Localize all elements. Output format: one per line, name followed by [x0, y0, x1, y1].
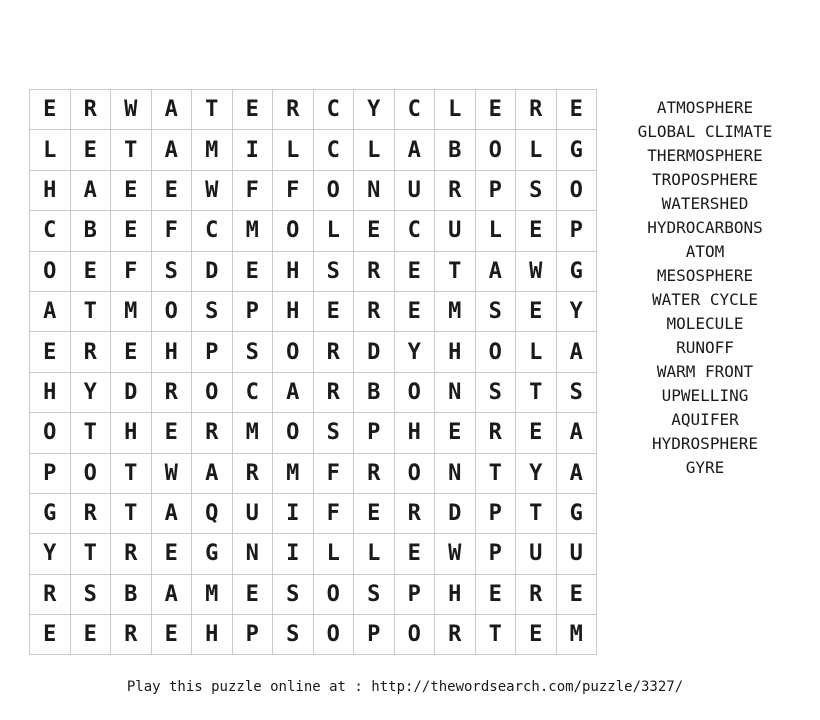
grid-cell[interactable]: A	[475, 251, 516, 291]
grid-cell[interactable]: P	[475, 493, 516, 533]
grid-cell[interactable]: F	[151, 211, 192, 251]
grid-cell[interactable]: M	[192, 574, 233, 614]
grid-cell[interactable]: O	[30, 251, 71, 291]
grid-cell[interactable]: Y	[354, 90, 395, 130]
grid-cell[interactable]: H	[30, 372, 71, 412]
grid-cell[interactable]: E	[394, 251, 435, 291]
grid-cell[interactable]: A	[151, 493, 192, 533]
grid-row	[30, 90, 597, 130]
grid-cell[interactable]: A	[273, 372, 314, 412]
grid-cell[interactable]: S	[556, 372, 597, 412]
word-list-item: HYDROSPHERE	[652, 434, 758, 453]
grid-cell[interactable]: M	[435, 291, 476, 331]
grid-cell[interactable]: E	[516, 291, 557, 331]
grid-row	[30, 251, 597, 291]
grid-cell[interactable]: U	[435, 211, 476, 251]
grid-cell[interactable]: P	[232, 615, 273, 655]
word-list-item: THERMOSPHERE	[647, 146, 763, 165]
grid-cell[interactable]: U	[516, 534, 557, 574]
grid-cell[interactable]: H	[151, 332, 192, 372]
grid-cell[interactable]: E	[354, 493, 395, 533]
grid-cell[interactable]: A	[151, 90, 192, 130]
grid-cell[interactable]: S	[273, 615, 314, 655]
grid-cell[interactable]: E	[151, 170, 192, 210]
grid-cell[interactable]: L	[273, 130, 314, 170]
grid-cell[interactable]: O	[394, 372, 435, 412]
grid-cell[interactable]: R	[394, 493, 435, 533]
grid-cell[interactable]: G	[556, 130, 597, 170]
grid-cell[interactable]: R	[111, 615, 152, 655]
grid-cell[interactable]: A	[556, 413, 597, 453]
grid-cell[interactable]: D	[192, 251, 233, 291]
grid-cell[interactable]: N	[435, 453, 476, 493]
grid-cell[interactable]: E	[394, 534, 435, 574]
word-list-item: ATMOSPHERE	[656, 98, 754, 117]
grid-cell[interactable]: O	[556, 170, 597, 210]
grid-cell[interactable]: B	[111, 574, 152, 614]
grid-cell[interactable]: R	[111, 534, 152, 574]
grid-row	[30, 170, 597, 210]
grid-cell[interactable]: R	[151, 372, 192, 412]
grid-cell[interactable]: A	[192, 453, 233, 493]
grid-cell[interactable]: E	[151, 413, 192, 453]
grid-cell[interactable]: E	[313, 291, 354, 331]
grid-cell[interactable]: R	[354, 453, 395, 493]
grid-cell[interactable]: T	[111, 130, 152, 170]
grid-cell[interactable]: O	[475, 130, 516, 170]
grid-cell[interactable]: R	[273, 90, 314, 130]
grid-cell[interactable]: C	[30, 211, 71, 251]
grid-cell[interactable]: R	[70, 90, 111, 130]
grid-row	[30, 332, 597, 372]
grid-cell[interactable]: O	[313, 170, 354, 210]
grid-cell[interactable]: C	[232, 372, 273, 412]
grid-cell[interactable]: O	[313, 615, 354, 655]
grid-cell[interactable]: R	[516, 90, 557, 130]
grid-cell[interactable]: L	[435, 90, 476, 130]
grid-cell[interactable]: O	[30, 413, 71, 453]
grid-row	[30, 615, 597, 655]
grid-row	[30, 534, 597, 574]
grid-cell[interactable]: I	[273, 534, 314, 574]
word-list-item: AQUIFER	[671, 410, 739, 429]
grid-cell[interactable]: E	[232, 574, 273, 614]
grid-cell[interactable]: L	[354, 534, 395, 574]
grid-cell[interactable]: A	[151, 574, 192, 614]
grid-cell[interactable]: A	[70, 170, 111, 210]
grid-cell[interactable]: C	[394, 90, 435, 130]
grid-cell[interactable]: E	[111, 211, 152, 251]
grid-cell[interactable]: U	[394, 170, 435, 210]
word-list-item: WARM FRONT	[656, 362, 754, 381]
grid-cell[interactable]: S	[475, 291, 516, 331]
grid-cell[interactable]: R	[232, 453, 273, 493]
grid-cell[interactable]: A	[394, 130, 435, 170]
grid-cell[interactable]: Y	[394, 332, 435, 372]
grid-cell[interactable]: T	[516, 372, 557, 412]
grid-cell[interactable]: S	[232, 332, 273, 372]
grid-cell[interactable]: M	[111, 291, 152, 331]
grid-row	[30, 372, 597, 412]
grid-cell[interactable]: C	[313, 130, 354, 170]
grid-cell[interactable]: S	[192, 291, 233, 331]
grid-cell[interactable]: B	[70, 211, 111, 251]
grid-cell[interactable]: E	[516, 211, 557, 251]
grid-row	[30, 453, 597, 493]
grid-cell[interactable]: E	[232, 90, 273, 130]
grid-cell[interactable]: T	[192, 90, 233, 130]
grid-cell[interactable]: B	[435, 130, 476, 170]
grid-cell[interactable]: G	[30, 493, 71, 533]
grid-cell[interactable]: T	[111, 493, 152, 533]
grid-cell[interactable]: N	[354, 170, 395, 210]
grid-cell[interactable]: S	[313, 413, 354, 453]
grid-cell[interactable]: N	[232, 534, 273, 574]
grid-cell[interactable]: S	[516, 170, 557, 210]
grid-cell[interactable]: E	[70, 130, 111, 170]
grid-cell[interactable]: R	[30, 574, 71, 614]
grid-cell[interactable]: F	[111, 251, 152, 291]
grid-cell[interactable]: O	[273, 332, 314, 372]
grid-cell[interactable]: L	[354, 130, 395, 170]
grid-cell[interactable]: T	[70, 534, 111, 574]
grid-cell[interactable]: T	[70, 291, 111, 331]
grid-cell[interactable]: E	[70, 615, 111, 655]
grid-cell[interactable]: Y	[516, 453, 557, 493]
grid-cell[interactable]: E	[70, 251, 111, 291]
grid-cell[interactable]: A	[151, 130, 192, 170]
grid-cell[interactable]: B	[354, 372, 395, 412]
grid-cell[interactable]: R	[70, 332, 111, 372]
grid-row	[30, 493, 597, 533]
grid-cell[interactable]: R	[435, 615, 476, 655]
grid-cell[interactable]: M	[232, 413, 273, 453]
grid-cell[interactable]: T	[435, 251, 476, 291]
grid-cell[interactable]: P	[192, 332, 233, 372]
grid-cell[interactable]: P	[475, 534, 516, 574]
grid-cell[interactable]: S	[273, 574, 314, 614]
grid-cell[interactable]: W	[151, 453, 192, 493]
grid-cell[interactable]: A	[556, 332, 597, 372]
grid-cell[interactable]: O	[273, 413, 314, 453]
grid-cell[interactable]: L	[30, 130, 71, 170]
grid-cell[interactable]: E	[111, 170, 152, 210]
grid-cell[interactable]: Y	[556, 291, 597, 331]
grid-cell[interactable]: R	[475, 413, 516, 453]
grid-cell[interactable]: Y	[30, 534, 71, 574]
grid-cell[interactable]: H	[394, 413, 435, 453]
grid-cell[interactable]: O	[475, 332, 516, 372]
grid-cell[interactable]: S	[70, 574, 111, 614]
grid-cell[interactable]: E	[151, 534, 192, 574]
grid-cell[interactable]: A	[556, 453, 597, 493]
grid-cell[interactable]: H	[30, 170, 71, 210]
grid-cell[interactable]: R	[354, 251, 395, 291]
grid-cell[interactable]: T	[475, 615, 516, 655]
grid-cell[interactable]: Y	[70, 372, 111, 412]
grid-cell[interactable]: E	[516, 615, 557, 655]
grid-cell[interactable]: H	[111, 413, 152, 453]
grid-cell[interactable]: H	[273, 251, 314, 291]
grid-cell[interactable]: U	[232, 493, 273, 533]
word-list	[625, 97, 785, 481]
grid-cell[interactable]: E	[475, 90, 516, 130]
grid-cell[interactable]: R	[313, 372, 354, 412]
grid-cell[interactable]: O	[313, 574, 354, 614]
grid-cell[interactable]: P	[354, 615, 395, 655]
word-list-item: GLOBAL CLIMATE	[637, 122, 773, 141]
grid-cell[interactable]: E	[30, 90, 71, 130]
grid-cell[interactable]: G	[556, 251, 597, 291]
grid-body	[30, 90, 597, 655]
grid-cell[interactable]: D	[111, 372, 152, 412]
grid-cell[interactable]: L	[313, 534, 354, 574]
grid-cell[interactable]: L	[475, 211, 516, 251]
grid-cell[interactable]: P	[354, 413, 395, 453]
word-list-item: HYDROCARBONS	[647, 218, 763, 237]
grid-cell[interactable]: P	[232, 291, 273, 331]
grid-cell[interactable]: I	[232, 130, 273, 170]
grid-cell[interactable]: T	[475, 453, 516, 493]
grid-cell[interactable]: C	[192, 211, 233, 251]
grid-cell[interactable]: E	[111, 332, 152, 372]
grid-cell[interactable]: O	[273, 211, 314, 251]
grid-cell[interactable]: O	[394, 615, 435, 655]
grid-cell[interactable]: M	[192, 130, 233, 170]
grid-cell[interactable]: E	[30, 332, 71, 372]
grid-cell[interactable]: D	[435, 493, 476, 533]
grid-cell[interactable]: T	[70, 413, 111, 453]
grid-cell[interactable]: E	[516, 413, 557, 453]
grid-cell[interactable]: E	[30, 615, 71, 655]
grid-cell[interactable]: U	[556, 534, 597, 574]
grid-cell[interactable]: F	[313, 453, 354, 493]
grid-cell[interactable]: W	[435, 534, 476, 574]
grid-row	[30, 130, 597, 170]
grid-cell[interactable]: H	[273, 291, 314, 331]
grid-cell[interactable]: A	[30, 291, 71, 331]
grid-cell[interactable]: R	[435, 170, 476, 210]
grid-cell[interactable]: P	[475, 170, 516, 210]
puzzle-grid	[29, 89, 597, 655]
word-list-item: RUNOFF	[676, 338, 734, 357]
grid-cell[interactable]: M	[556, 615, 597, 655]
grid-cell[interactable]: E	[232, 251, 273, 291]
grid-cell[interactable]: D	[354, 332, 395, 372]
grid-cell[interactable]: P	[556, 211, 597, 251]
word-list-item: TROPOSPHERE	[652, 170, 758, 189]
grid-cell[interactable]: T	[111, 453, 152, 493]
grid-cell[interactable]: P	[30, 453, 71, 493]
footer-link-text: Play this puzzle online at : http://thewordsearch.com/puzzle/3327/	[126, 679, 684, 695]
grid-cell[interactable]: E	[435, 413, 476, 453]
grid-row	[30, 574, 597, 614]
grid-cell[interactable]: I	[273, 493, 314, 533]
grid-cell[interactable]: Q	[192, 493, 233, 533]
grid-cell[interactable]: O	[394, 453, 435, 493]
grid-cell[interactable]: H	[435, 332, 476, 372]
grid-cell[interactable]: F	[232, 170, 273, 210]
word-list-item: UPWELLING	[661, 386, 749, 405]
grid-cell[interactable]: R	[313, 332, 354, 372]
grid-cell[interactable]: L	[313, 211, 354, 251]
word-list-item: MOLECULE	[666, 314, 744, 333]
grid-cell[interactable]: W	[192, 170, 233, 210]
word-list-item: ATOM	[685, 242, 725, 261]
grid-cell[interactable]: O	[192, 372, 233, 412]
grid-cell[interactable]: E	[394, 291, 435, 331]
grid-cell[interactable]: O	[70, 453, 111, 493]
grid-cell[interactable]: N	[435, 372, 476, 412]
grid-cell[interactable]: R	[354, 291, 395, 331]
grid-cell[interactable]: O	[151, 291, 192, 331]
grid-cell[interactable]: C	[394, 211, 435, 251]
grid-cell[interactable]: R	[70, 493, 111, 533]
grid-cell[interactable]: H	[192, 615, 233, 655]
grid-row	[30, 291, 597, 331]
grid-cell[interactable]: E	[151, 615, 192, 655]
grid-cell[interactable]: L	[516, 332, 557, 372]
grid-cell[interactable]: M	[273, 453, 314, 493]
grid-cell[interactable]: E	[475, 574, 516, 614]
grid-cell[interactable]: F	[273, 170, 314, 210]
grid-cell[interactable]: H	[435, 574, 476, 614]
grid-cell[interactable]: P	[394, 574, 435, 614]
grid-cell[interactable]: T	[516, 493, 557, 533]
grid-cell[interactable]: G	[192, 534, 233, 574]
word-list-item: GYRE	[685, 458, 725, 477]
grid-cell[interactable]: S	[313, 251, 354, 291]
word-list-item: WATERSHED	[661, 194, 749, 213]
grid-cell[interactable]: C	[313, 90, 354, 130]
grid-cell[interactable]: W	[111, 90, 152, 130]
grid-row	[30, 211, 597, 251]
grid-cell[interactable]: G	[556, 493, 597, 533]
grid-cell[interactable]: E	[556, 574, 597, 614]
grid-cell[interactable]: S	[151, 251, 192, 291]
grid-cell[interactable]: F	[313, 493, 354, 533]
word-list-item: MESOSPHERE	[656, 266, 754, 285]
grid-row	[30, 413, 597, 453]
grid-cell[interactable]: M	[232, 211, 273, 251]
grid-cell[interactable]: E	[556, 90, 597, 130]
grid-cell[interactable]: E	[354, 211, 395, 251]
grid-cell[interactable]: S	[354, 574, 395, 614]
word-list-item: WATER CYCLE	[652, 290, 758, 309]
grid-cell[interactable]: L	[516, 130, 557, 170]
grid-cell[interactable]: R	[192, 413, 233, 453]
grid-cell[interactable]: W	[516, 251, 557, 291]
grid-cell[interactable]: S	[475, 372, 516, 412]
grid-cell[interactable]: R	[516, 574, 557, 614]
